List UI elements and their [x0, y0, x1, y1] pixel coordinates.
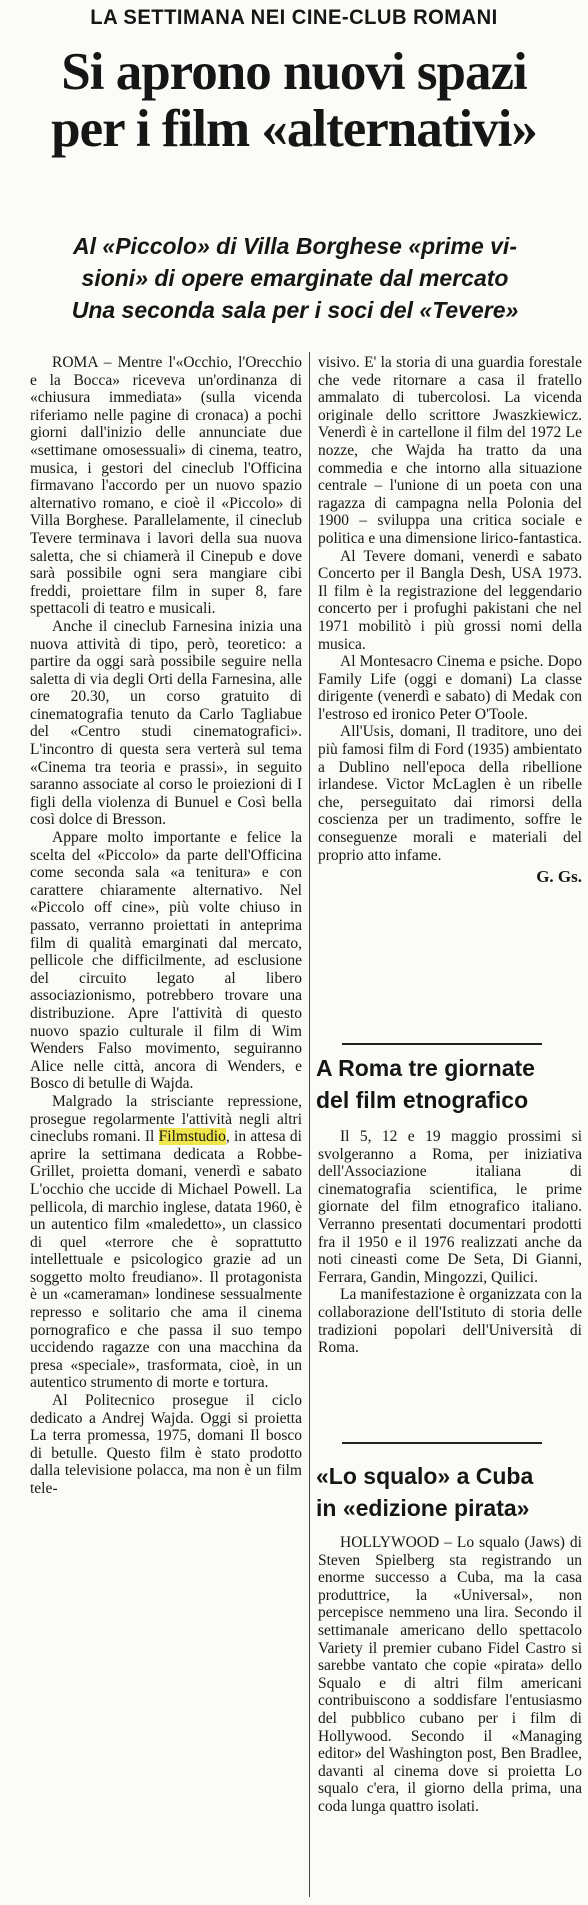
headline-line-1: Si aprono nuovi spazi [61, 43, 527, 101]
paragraph: Appare molto importante e felice la scelta del «Piccolo» da parte dell'Officina come seconda sala «a tenitura» e con carattere chiaramente alternativo. Nel «Piccolo off cine», più volte chiuso in passato, verranno proiettati in anteprima film di qualità emarginati dal mercato, pellicole che difficilmente, ad esclusione del circuito legato al libero associazionismo, potrebbero trovare una distribuzione. Apre l'attività di questo nuovo spazio culturale il film di Wim Wenders Falso movimento, seguiranno Alice nelle città, ancora di Wenders, e Bosco di betulle di Wajda. [30, 829, 302, 1093]
article-3-title [316, 1460, 586, 1524]
signature: G. Gs. [536, 867, 582, 887]
deck-line-3: Una seconda sala per i soci del «Tevere» [71, 297, 519, 323]
article-2-title-line-2: del film etnografico [316, 1087, 529, 1113]
separator-rule [342, 1442, 542, 1444]
deck [20, 230, 570, 326]
article-3-body [318, 1534, 582, 1816]
paragraph: All'Usis, domani, Il traditore, uno dei più famosi film di Ford (1935) ambientato a Dublino nell'epoca della ribellione irlandese. Victor McLaglen è un ribelle che, perseguitato dai rimorsi della coscienza per un tradimento, soffre le conseguenze morali e materiali del proprio atto infame. [318, 723, 582, 864]
deck-line-1: Al «Piccolo» di Villa Borghese «prime vi- [73, 233, 517, 259]
separator-rule [342, 1043, 542, 1045]
main-article-column-1 [30, 354, 302, 1498]
paragraph: Al Tevere domani, venerdì e sabato Concerto per il Bangla Desh, USA 1973. Il film è la registrazione del leggendario concerto per i profughi pakistani che nel 1971 mobilitò i più grossi nomi della musica. [318, 547, 582, 653]
paragraph: Il 5, 12 e 19 maggio prossimi si svolgeranno a Roma, per iniziativa dell'Associazione italiana di cinematografia scientifica, le prime giornate del film etnografico italiano. Verranno presentati documentari prodotti fra il 1950 e il 1976 realizzati anche da noti cineasti come De Seta, Di Gianni, Ferrara, Gandin, Mingozzi, Quilici. [318, 1128, 582, 1286]
paragraph: visivo. E' la storia di una guardia forestale che vede ritornare a casa il fratello ammalato di tubercolosi. La vicenda originale dello scrittore Jwaszkiewicz. Venerdì è in cartellone il film del 1972 Le nozze, che Wajda ha tratto da una commedia e che intorno alla situazione centrale – l'unione di un poeta con una ragazza di campagna nella Polonia del 1900 – sviluppa una critica sociale e politica e una dimensione lirico-fantastica. [318, 354, 582, 547]
article-2-body [318, 1128, 582, 1357]
highlighted-filmstudio[interactable]: Filmstudio [158, 1128, 226, 1146]
article-3-title-line-2: in «edizione pirata» [316, 1495, 530, 1521]
text-run: Malgrado la strisciante repressione, prosegue regolarmente l'attività negli altri cineclubs romani. Il [30, 1092, 302, 1146]
headline [0, 44, 588, 158]
headline-line-2: per i film «alternativi» [51, 100, 537, 158]
paragraph [30, 1093, 302, 1392]
paragraph: La manifestazione è organizzata con la collaborazione dell'Istituto di storia delle tradizioni popolari dell'Università di Roma. [318, 1286, 582, 1357]
article-2-title-line-1: A Roma tre giornate [316, 1055, 535, 1081]
column-divider [309, 352, 310, 1897]
article-2-title [316, 1052, 586, 1116]
paragraph: Anche il cineclub Farnesina inizia una nuova attività di tipo, però, teoretico: a partire da oggi sarà possibile seguire nella saletta di via degli Orti della Farnesina, alle ore 20.30, un corso gratuito di cinematografia tenuto da Carlo Tagliabue del «Centro studi cinematografici». L'incontro di questa sera verterà sul tema «Cinema tra teoria e prassi», in seguito saranno associate al corso le proiezioni di I figli della violenza di Bunuel e Così bella così dolce di Bresson. [30, 617, 302, 829]
kicker: LA SETTIMANA NEI CINE-CLUB ROMANI [90, 6, 498, 29]
paragraph: Al Politecnico prosegue il ciclo dedicato a Andrej Wajda. Oggi si proietta La terra promessa, 1975, domani Il bosco di betulle. Questo film è stato prodotto dalla televisione polacca, ma non è un film tele- [30, 1392, 302, 1497]
paragraph: ROMA – Mentre l'«Occhio, l'Orecchio e la Bocca» riceveva un'ordinanza di «chiusura immediata» (sulla vicenda riferiamo nelle pagine di cronaca) a pochi giorni dall'inizio delle annunciate due «settimane omosessuali» di cinema, teatro, musica, i gestori del cineclub l'Officina firmavano l'accordo per un nuovo spazio alternativo romano, e cioè il «Piccolo» di Villa Borghese. Parallelamente, il cineclub Tevere terminava i lavori della sua nuova saletta, che si chiamerà il Cinepub e dove sarà possibile ogni sera mangiare cibi freddi, proiettare film in super 8, fare spettacoli di teatro e musicali. [30, 354, 302, 618]
paragraph: Al Montesacro Cinema e psiche. Dopo Family Life (oggi e domani) La classe dirigente (venerdì e sabato) di Medak con l'estroso ed ironico Peter O'Toole. [318, 653, 582, 723]
article-3-title-line-1: «Lo squalo» a Cuba [316, 1463, 534, 1489]
text-run: , in attesa di aprire la settimana dedicata a Robbe-Grillet, proietta domani, venerdì e sabato L'occhio che uccide di Michael Powell. La pellicola, di marchio inglese, datata 1960, è un autentico film «maledetto», un classico di quel «terrore che è soprattutto intellettuale e psicologico grazie ad un soggetto molto freudiano». Il protagonista è un «cameraman» londinese sessualmente represso e solitario che ama il cinema pornografico e che passa il suo tempo uccidendo ragazze con una macchina da presa «speciale», trasformata, cioè, in un autentico strumento di morte e tortura. [30, 1128, 302, 1392]
deck-line-2: sioni» di opere emarginate dal mercato [81, 265, 509, 291]
paragraph: HOLLYWOOD – Lo squalo (Jaws) di Steven Spielberg sta registrando un enorme successo a Cuba, ma la casa produttrice, la «Universal», non percepisce nemmeno una lira. Secondo il settimanale americano dello spettacolo Variety il premier cubano Fidel Castro si sarebbe vantato che copie «pirata» dello Squalo e di altri film americani contribuiscono a soddisfare l'entusiasmo del pubblico cubano per i film di Hollywood. Secondo il «Managing editor» del Washington post, Ben Bradlee, davanti al cinema dove si proietta Lo squalo c'era, il giorno della prima, una coda lunga quattro isolati. [318, 1534, 582, 1815]
main-article-column-2 [318, 354, 582, 886]
